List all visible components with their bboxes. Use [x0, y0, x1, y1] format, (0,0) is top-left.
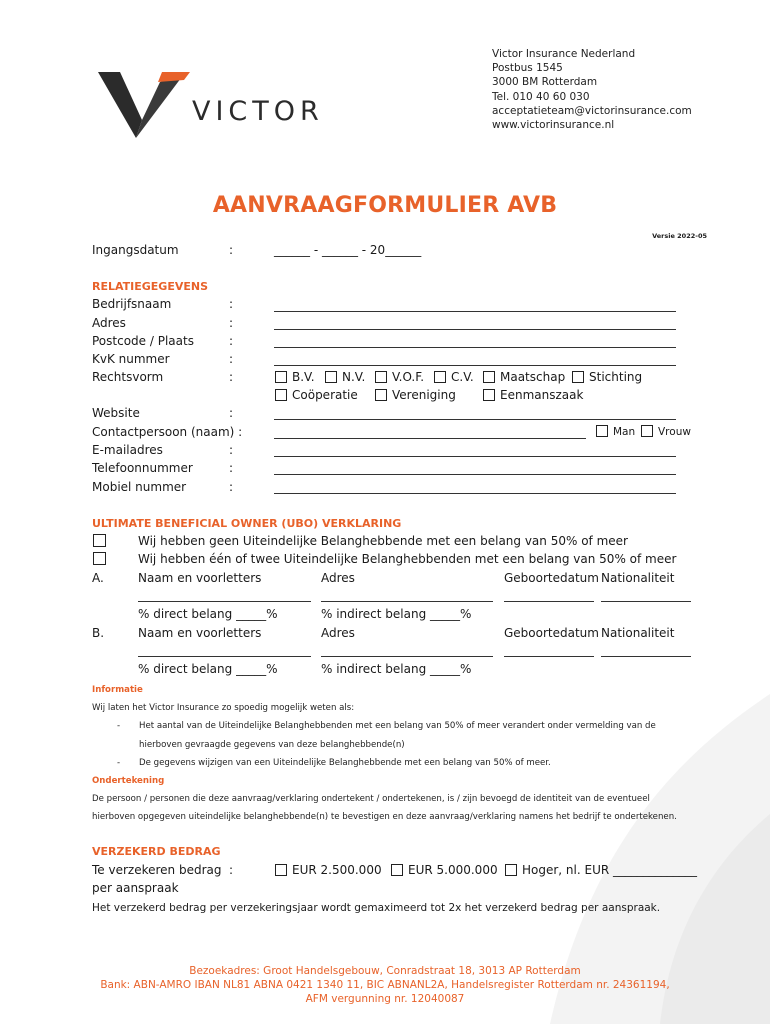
informatie-bullet1-cont: hierboven gevraagde gegevens van deze belanghebbende(n) — [139, 740, 405, 750]
rechtsvorm-bv[interactable] — [275, 370, 315, 384]
rechtsvorm-cv[interactable] — [434, 370, 474, 384]
version-label: Versie 2022-05 — [652, 232, 707, 240]
kvk-label: KvK nummer — [92, 352, 170, 366]
address-line: Tel. 010 40 60 030 — [492, 90, 590, 103]
bedrag-5000000[interactable] — [391, 863, 498, 877]
col-nationaliteit: Nationaliteit — [601, 571, 675, 585]
verzekerd-heading: VERZEKERD BEDRAG — [92, 845, 221, 858]
option-label: Eenmanszaak — [500, 388, 584, 402]
company-address — [492, 47, 692, 132]
checkbox[interactable] — [596, 425, 608, 437]
person-a-direct[interactable]: % direct belang _____% — [138, 607, 278, 621]
adres-field[interactable] — [274, 329, 676, 330]
postcode-label: Postcode / Plaats — [92, 334, 194, 348]
col-geboortedatum: Geboortedatum — [504, 571, 599, 585]
rechtsvorm-vereniging[interactable] — [375, 388, 456, 402]
col-adres: Adres — [321, 571, 355, 585]
telefoon-label: Telefoonnummer — [92, 461, 193, 475]
option-label: N.V. — [342, 370, 366, 384]
option-label: Maatschap — [500, 370, 566, 384]
checkbox[interactable] — [275, 389, 287, 401]
address-line: Postbus 1545 — [492, 62, 563, 75]
website-label: Website — [92, 406, 140, 420]
informatie-bullet2: De gegevens wijzigen van een Uiteindelijke Belanghebbende met een belang van 50% of meer. — [139, 758, 551, 768]
person-a-naam-field[interactable] — [138, 601, 311, 602]
bedrijfsnaam-field[interactable] — [274, 311, 676, 312]
ondertekening-line1: De persoon / personen die deze aanvraag/verklaring ondertekent / ondertekenen, is / zijn bevoegd de identiteit van de eventueel — [92, 794, 650, 804]
colon: : — [229, 480, 234, 494]
postcode-field[interactable] — [274, 347, 676, 348]
colon: : — [229, 243, 234, 257]
telefoon-field[interactable] — [274, 474, 676, 475]
verzekerd-note: Het verzekerd bedrag per verzekeringsjaar wordt gemaximeerd tot 2x het verzekerd bedrag per aanspraak. — [92, 902, 661, 914]
option-label: Man — [613, 426, 636, 438]
option-label: EUR 2.500.000 — [292, 863, 382, 877]
colon: : — [229, 406, 234, 420]
col-geboortedatum: Geboortedatum — [504, 626, 599, 640]
person-a-nationaliteit-field[interactable] — [601, 601, 691, 602]
rechtsvorm-nv[interactable] — [325, 370, 365, 384]
bullet-mark: - — [117, 758, 121, 768]
person-b-adres-field[interactable] — [321, 656, 493, 657]
logo-wordmark: VICTOR — [192, 96, 324, 127]
option-label: Hoger, nl. EUR ______________ — [522, 863, 698, 877]
checkbox[interactable] — [434, 371, 446, 383]
rechtsvorm-maatschap[interactable] — [483, 370, 565, 384]
option-label: Vrouw — [658, 426, 691, 438]
form-title: AANVRAAGFORMULIER AVB — [212, 193, 558, 218]
person-a-adres-field[interactable] — [321, 601, 493, 602]
gender-vrouw[interactable] — [641, 425, 691, 438]
ubo-option2-checkbox[interactable] — [93, 552, 106, 565]
mobiel-label: Mobiel nummer — [92, 480, 187, 494]
checkbox[interactable] — [483, 389, 495, 401]
email-field[interactable] — [274, 456, 676, 457]
ubo-heading: ULTIMATE BENEFICIAL OWNER (UBO) VERKLARING — [92, 517, 402, 530]
person-b-nationaliteit-field[interactable] — [601, 656, 691, 657]
ingangsdatum-label: Ingangsdatum — [92, 243, 179, 257]
rechtsvorm-eenmanszaak[interactable] — [483, 388, 583, 402]
rechtsvorm-cooperatie[interactable] — [275, 388, 358, 402]
victor-logo — [92, 68, 332, 150]
footer-line3: AFM vergunning nr. 12040087 — [305, 993, 465, 1005]
checkbox[interactable] — [325, 371, 337, 383]
person-a-geboorte-field[interactable] — [504, 601, 594, 602]
checkbox[interactable] — [641, 425, 653, 437]
option-label: Coöperatie — [292, 388, 358, 402]
footer-line2: Bank: ABN-AMRO IBAN NL81 ABNA 0421 1340 11, BIC ABNANL2A, Handelsregister Rotterdam nr. 24361194, — [100, 979, 670, 991]
person-b-direct[interactable]: % direct belang _____% — [138, 662, 278, 676]
col-naam: Naam en voorletters — [138, 626, 262, 640]
colon: : — [229, 316, 234, 330]
colon: : — [229, 461, 234, 475]
checkbox[interactable] — [572, 371, 584, 383]
bedrag-hoger[interactable] — [505, 863, 697, 877]
rechtsvorm-stichting[interactable] — [572, 370, 642, 384]
ingangsdatum-field[interactable]: ______ - ______ - 20______ — [274, 243, 422, 257]
colon: : — [229, 443, 234, 457]
bedrijfsnaam-label: Bedrijfsnaam — [92, 297, 172, 311]
mobiel-field[interactable] — [274, 493, 676, 494]
email-link[interactable]: acceptatieteam@victorinsurance.com — [492, 104, 692, 117]
informatie-heading: Informatie — [92, 685, 143, 695]
bedrag-2500000[interactable] — [275, 863, 382, 877]
option-label: Vereniging — [392, 388, 456, 402]
checkbox[interactable] — [391, 864, 403, 876]
col-nationaliteit: Nationaliteit — [601, 626, 675, 640]
gender-man[interactable] — [596, 425, 635, 438]
option-label: V.O.F. — [392, 370, 425, 384]
checkbox[interactable] — [483, 371, 495, 383]
colon: : — [229, 370, 234, 384]
person-b-naam-field[interactable] — [138, 656, 311, 657]
option-label: Stichting — [589, 370, 643, 384]
checkbox[interactable] — [505, 864, 517, 876]
option-label: C.V. — [451, 370, 474, 384]
person-b-indirect[interactable]: % indirect belang _____% — [321, 662, 472, 676]
informatie-intro: Wij laten het Victor Insurance zo spoedig mogelijk weten als: — [92, 703, 355, 713]
ubo-option2-label: Wij hebben één of twee Uiteindelijke Belanghebbenden met een belang van 50% of meer — [138, 552, 677, 566]
rechtsvorm-vof[interactable] — [375, 370, 424, 384]
bullet-mark: - — [117, 721, 121, 731]
contactpersoon-field[interactable] — [274, 438, 586, 439]
ondertekening-line2: hierboven opgegeven uiteindelijke belanghebbende(n) te bevestigen en deze aanvraag/verklaring namens het bedrijf te ondertekenen. — [92, 812, 677, 822]
ondertekening-heading: Ondertekening — [92, 776, 165, 786]
colon: : — [229, 863, 234, 877]
colon: : — [229, 352, 234, 366]
footer-line1: Bezoekadres: Groot Handelsgebouw, Conradstraat 18, 3013 AP Rotterdam — [189, 965, 581, 977]
col-adres: Adres — [321, 626, 355, 640]
address-line: 3000 BM Rotterdam — [492, 76, 598, 89]
person-a-indirect[interactable]: % indirect belang _____% — [321, 607, 472, 621]
website-link[interactable]: www.victorinsurance.nl — [492, 119, 615, 132]
adres-label: Adres — [92, 316, 126, 330]
ubo-option1-checkbox[interactable] — [93, 534, 106, 547]
colon: : — [229, 297, 234, 311]
rechtsvorm-label: Rechtsvorm — [92, 370, 164, 384]
relatie-heading: RELATIEGEGEVENS — [92, 280, 209, 293]
email-label: E-mailadres — [92, 443, 163, 457]
address-line: Victor Insurance Nederland — [492, 48, 636, 60]
person-a-letter: A. — [92, 571, 104, 585]
checkbox[interactable] — [275, 864, 287, 876]
person-b-letter: B. — [92, 626, 105, 640]
checkbox[interactable] — [375, 371, 387, 383]
ubo-option1-label: Wij hebben geen Uiteindelijke Belanghebbende met een belang van 50% of meer — [138, 534, 628, 548]
option-label: B.V. — [292, 370, 315, 384]
colon: : — [229, 334, 234, 348]
verzekerd-label-cont: per aanspraak — [92, 881, 179, 895]
website-field[interactable] — [274, 419, 676, 420]
option-label: EUR 5.000.000 — [408, 863, 498, 877]
informatie-bullet1: Het aantal van de Uiteindelijke Belanghebbenden met een belang van 50% of meer verandert onder vermelding van de — [139, 721, 656, 731]
checkbox[interactable] — [275, 371, 287, 383]
verzekerd-label: Te verzekeren bedrag — [92, 863, 222, 877]
person-b-geboorte-field[interactable] — [504, 656, 594, 657]
col-naam: Naam en voorletters — [138, 571, 262, 585]
checkbox[interactable] — [375, 389, 387, 401]
contactpersoon-label: Contactpersoon (naam) : — [92, 425, 243, 439]
kvk-field[interactable] — [274, 365, 676, 366]
footer — [0, 964, 770, 1006]
